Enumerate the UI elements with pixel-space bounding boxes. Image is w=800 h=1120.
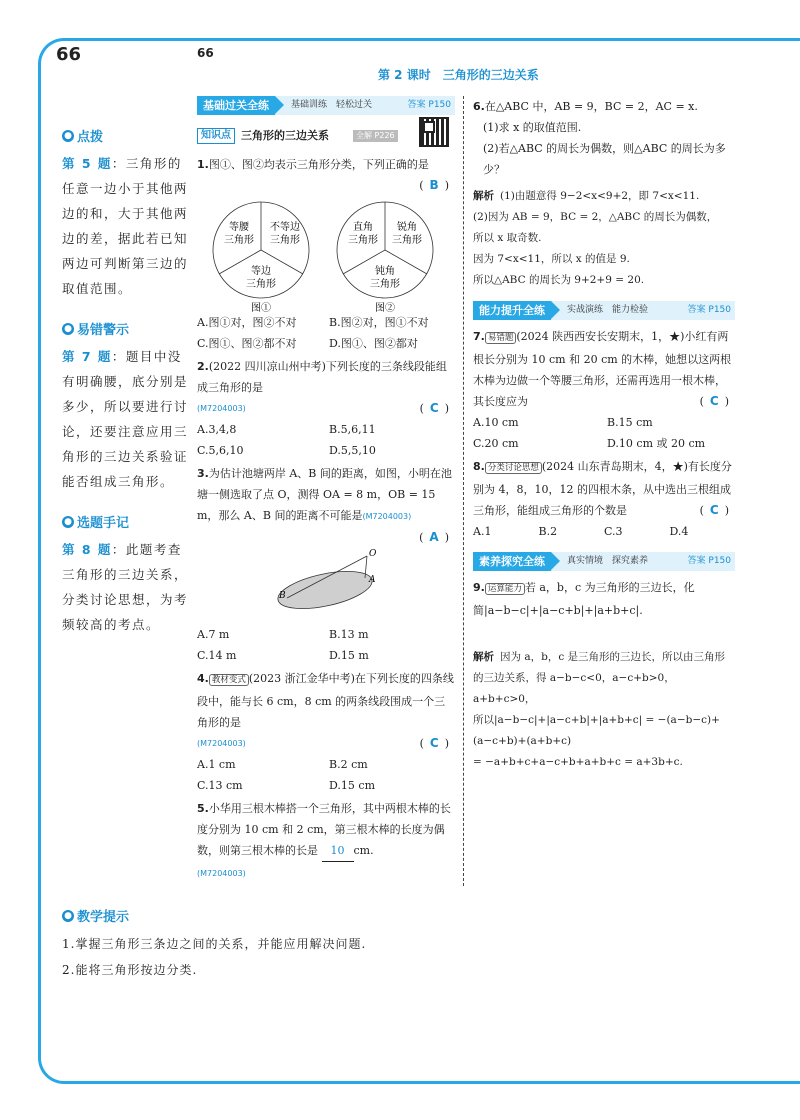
question-2: 2.(2022 四川凉山州中考)下列长度的三条线段能组成三角形的是 (M7204003) ( C ) A.3,4,8 B.5,6,11 C.5,6,10 D.5,5,10: [197, 360, 449, 457]
question-7: 7. 易错题 (2024 陕西西安长安期末，1，★)小红有两根长分别为 10 cm 和 20 cm 的木棒，她想以这两根木棒为边做一个等腰三角形，还需再选用一根木棒，其长度应为 ( C ) A.10 cm B.15 cm C.20 cm D.10 cm 或 20 cm: [473, 330, 732, 450]
fig1-caption: 图①: [251, 303, 271, 312]
page-number-small: 66: [197, 46, 214, 60]
fill-answer: 10: [322, 840, 354, 862]
column-divider: [463, 96, 464, 886]
svg-text:B: B: [279, 591, 286, 601]
sidebar-heading-warning: ● 易错警示: [62, 319, 190, 338]
fig1-b: 不等边三角形: [270, 222, 300, 246]
question-3: 3.为估计池塘两岸 A、B 间的距离，如图，小明在池塘一侧选取了点 O，测得 OA = 8 m，OB = 15 m，那么 A、B 间的距离不可能是(M7204003) ( A ) B A O A.7 m B.13 m C.14 m D.15 m: [197, 463, 455, 666]
sidebar-text-tip: 第 5 题：三角形的任意一边小于其他两边的和，大于其他两边的差，据此若已知两边可判断第三边的取值范围。: [62, 156, 189, 296]
knowledge-tag: 知识点: [197, 128, 235, 144]
fig1-c: 等边三角形: [246, 266, 276, 290]
bullet-icon: ●: [62, 130, 74, 142]
pond-diagram: [197, 548, 455, 624]
pie-diagrams: [197, 200, 455, 312]
option: C.图①、图②都不对: [197, 337, 297, 350]
answer: C: [709, 394, 719, 408]
bullet-icon: ●: [62, 516, 74, 528]
knowledge-title: 三角形的三边关系: [241, 129, 329, 142]
figure-2: [337, 202, 433, 312]
option: B.图②对，图①不对: [329, 316, 429, 329]
sidebar-text-notes: 第 8 题：此题考查三角形的三边关系，分类讨论思想，为考频较高的考点。: [62, 542, 189, 632]
answer-ref: 答案 P150: [407, 100, 451, 110]
knowledge-point: [197, 125, 455, 146]
question-1: 1.图①、图②均表示三角形分类，下列正确的是 ( B ) 等腰三角形 不等边三角形 等边三角形 图① 直角三角形 锐角三角形 钝角三角形 图② A.图①对，图②不对 B.图②对，图①不对 C.图①、图②都不对 D.图①、图②都对: [197, 154, 455, 354]
bullet-icon: ●: [62, 323, 74, 335]
answer: C: [709, 503, 719, 517]
answer: C: [429, 736, 439, 750]
fig1-a: 等腰三角形: [224, 222, 254, 246]
section-bar-quality: 素养探究全练 真实情境 探究素养 答案 P150: [473, 552, 735, 571]
svg-text:A: A: [369, 575, 376, 585]
answer: B: [429, 178, 439, 192]
fig2-b: 锐角三角形: [392, 222, 422, 246]
sidebar-heading-tip: ● 点拨: [62, 126, 190, 145]
option: A.图①对，图②不对: [197, 316, 297, 329]
question-9: 9. 运算能力 若 a，b，c 为三角形的三边长，化简|a−b−c|+|a−c+b|+|a+b+c|. 解析 因为 a，b，c 是三角形的三边长，所以由三角形的三边关系，得 a−b−c<0，a−c+b>0，a+b+c>0， 所以|a−b−c|+|a−c+b|+|a+b+c| = −(a−b−c)+(a−c+b)+(a+b+c) = −a+b+c+a−c+b+a+b+c = a+3b+c.: [473, 577, 735, 773]
question-8: 8. 分类讨论思想 (2024 山东青岛期末，4，★)有长度分别为 4，8，10，12 的四根木条，从中选出三根组成三角形，能组成三角形的个数是 ( C ) A.1 B.2 C.3 D.4: [473, 460, 732, 538]
svg-text:O: O: [369, 549, 377, 559]
teaching-tips: [62, 906, 762, 983]
option: D.图①、图②都对: [329, 337, 418, 350]
sidebar-heading-notes: ● 选题手记: [62, 512, 190, 531]
question-4: 4. 教材变式 (2023 浙江金华中考)在下列长度的四条线段中，能与长 6 cm，8 cm 的两条线段围成一个三角形的是 (M7204003) ( C ) A.1 cm B.2 cm C.13 cm D.15 cm: [197, 672, 454, 792]
sidebar-text-warning: 第 7 题：题目中没有明确腰，底分别是多少，所以要进行讨论，还要注意应用三角形的三边关系验证能否组成三角形。: [62, 349, 189, 489]
right-column: [473, 96, 735, 775]
section-bar-basic: 基础过关全练 基础训练 轻松过关 答案 P150: [197, 96, 455, 115]
answer: C: [429, 401, 439, 415]
teaching-heading: ● 教学提示: [62, 906, 762, 925]
sidebar: [62, 126, 190, 655]
solution-6: 解析 (1)由题意得 9−2<x<9+2，即 7<x<11. (2)因为 AB = 9，BC = 2，△ABC 的周长为偶数， 所以 x 取奇数. 因为 7<x<11，所以 x 的值是 9. 所以△ABC 的周长为 9+2+9 = 20.: [473, 190, 718, 286]
fig2-c: 钝角三角形: [370, 266, 400, 290]
lesson-title: 第 2 课时 三角形的三边关系: [378, 68, 539, 82]
section-tag: 基础过关全练: [197, 96, 275, 115]
question-tag: 教材变式: [209, 674, 249, 686]
question-5: 5.小华用三根木棒搭一个三角形，其中两根木棒的长度分别为 10 cm 和 2 cm，第三根木棒的长度为偶数，则第三根木棒的长是 10 cm. (M7204003): [197, 802, 451, 878]
section-bar-ability: 能力提升全练 实战演练 能力检验 答案 P150: [473, 301, 735, 320]
bullet-icon: ●: [62, 910, 74, 922]
teaching-item: 1.掌握三角形三条边之间的关系，并能应用解决问题.: [62, 937, 367, 951]
figure-1: [213, 202, 309, 312]
teaching-item: 2.能将三角形按边分类.: [62, 963, 198, 977]
page-number: 66: [56, 44, 82, 65]
answer: A: [429, 530, 439, 544]
fig2-a: 直角三角形: [348, 222, 378, 246]
qr-code-icon[interactable]: [419, 117, 449, 147]
question-6: 6.在△ABC 中，AB = 9，BC = 2，AC = x. (1)求 x 的取值范围. (2)若△ABC 的周长为偶数，则△ABC 的周长为多少？ 解析 (1)由题意得 9−2<x<9+2，即 7<x<11. (2)因为 AB = 9，BC = 2，△ABC 的周长为偶数， 所以 x 取奇数. 因为 7<x<11，所以 x 的值是 9. 所以△ABC 的周长为 9+2+9 = 20.: [473, 96, 735, 291]
fig2-caption: 图②: [375, 303, 395, 312]
solution-9: 解析 因为 a，b，c 是三角形的三边长，所以由三角形的三边关系，得 a−b−c<0，a−c+b>0，a+b+c>0， 所以|a−b−c|+|a−c+b|+|a+b+c| = −(a−b−c)+(a−c+b)+(a+b+c) = −a+b+c+a−c+b+a+b+c = a+3b+c.: [473, 651, 726, 768]
knowledge-ref: 全解 P226: [353, 130, 398, 142]
left-column: [197, 96, 455, 886]
